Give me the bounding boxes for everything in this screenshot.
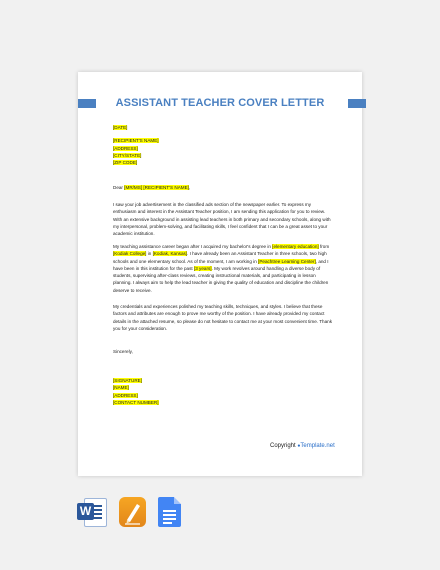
signature-block	[113, 377, 335, 406]
template-net-logo-icon: ●	[297, 443, 301, 449]
copyright-credit: Copyright ●Template.net	[270, 443, 335, 449]
paragraph-3: My credentials and experiences polished my teaching skills, techniques, and styles. I believe that these factors and attributes are enough to prove me worthy of the position. I have already provided my contact details in the attached resume, so please do not hesitate to contact me at your most convenient time. Thank you for your consideration.	[113, 304, 333, 331]
google-docs-icon[interactable]	[158, 497, 181, 527]
recipient-name-field: [RECIPIENT'S NAME]	[113, 138, 159, 144]
years-field: [3 years]	[193, 265, 212, 271]
template-net-link[interactable]: Template.net	[300, 443, 335, 449]
date-field: [DATE]	[113, 125, 128, 130]
contact-number-field: [CONTACT NUMBER]	[113, 399, 159, 405]
document-title: ASSISTANT TEACHER COVER LETTER	[115, 97, 325, 109]
degree-field: [elementary education]	[272, 244, 319, 249]
zip-code-field: [ZIP CODE]	[113, 160, 138, 165]
current-school-field: [Peachtree Learning Center]	[258, 258, 316, 264]
signature-address-field: [ADDRESS]	[113, 392, 138, 398]
closing: Sincerely,	[113, 349, 133, 354]
paragraph-2: My teaching assistance career began after I acquired my bachelor's degree in [elementary education] from [Kodiak College] in [Kodiak, Kansas]. I have already been an Assistant Teacher in three schools, two high schools and one elementary school. As of the moment, I am working in [Peachtree Learning Center], and I have been in this institution for the past [3 years]. My work revolves around handling a diverse body of students, supervising after-class reviews, creating instructional materials, and participating in lesson planning. I always aim to help the lead teacher in giving the quality of education and discipline the children deserve to receive.	[113, 244, 330, 293]
pages-icon[interactable]	[119, 497, 146, 527]
name-field: [NAME]	[113, 385, 129, 391]
word-letter: W	[77, 503, 94, 520]
salutation: Dear [MR/MS] [RECIPIENT'S NAME],	[113, 185, 191, 190]
city-state-field: [CITY/STATE]	[113, 152, 142, 158]
salutation-name-field: [MR/MS] [RECIPIENT'S NAME]	[124, 185, 189, 190]
address-field: [ADDRESS]	[113, 145, 138, 151]
paragraph-1: I saw your job advertisement in the classified ads section of the newspaper earlier. To express my enthusiasm and interest in the Assistant Teacher position, I am sending this application for you to review. With an extensive background in assisting lead teachers in both primary and secondary schools, along with my interpersonal, problem-solving, and facilitating skills, I feel confident that I can be a great asset to your academic institution.	[113, 202, 331, 236]
signature-field: [SIGNATURE]	[113, 378, 143, 383]
college-location-field: [Kodiak, Kansas]	[152, 251, 188, 257]
pen-icon	[119, 497, 146, 527]
word-icon[interactable]	[76, 497, 106, 527]
recipient-block	[113, 124, 335, 166]
college-field: [Kodiak College]	[113, 251, 147, 257]
